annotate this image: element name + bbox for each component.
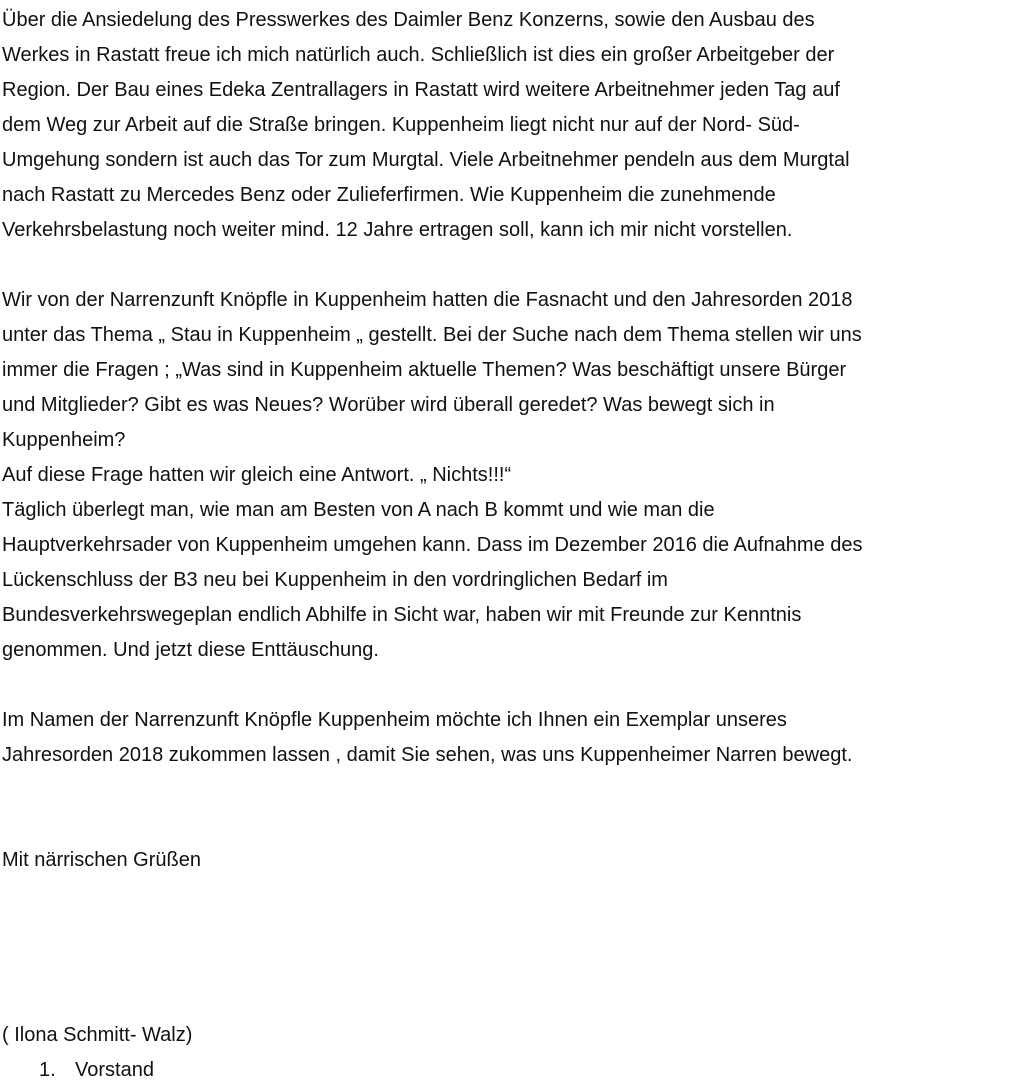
text-line: genommen. Und jetzt diese Enttäuschung.	[2, 639, 379, 661]
text-line: Werkes in Rastatt freue ich mich natürlich auch. Schließlich ist dies ein großer Arbeitgeber der	[2, 44, 835, 66]
role-title: Vorstand	[75, 1059, 154, 1081]
list-number: 1.	[39, 1059, 56, 1081]
text-line: Verkehrsbelastung noch weiter mind. 12 Jahre ertragen soll, kann ich mir nicht vorstellen.	[2, 219, 793, 241]
text-line: Täglich überlegt man, wie man am Besten von A nach B kommt und wie man die	[2, 499, 715, 521]
text-line: dem Weg zur Arbeit auf die Straße bringen. Kuppenheim liegt nicht nur auf der Nord- Süd-	[2, 114, 800, 136]
text-line: Im Namen der Narrenzunft Knöpfle Kuppenheim möchte ich Ihnen ein Exemplar unseres	[2, 709, 787, 731]
text-line: Auf diese Frage hatten wir gleich eine Antwort. „ Nichts!!!“	[2, 464, 512, 486]
paragraph-spacer	[2, 248, 1007, 283]
paragraph-spacer	[2, 668, 1007, 703]
signature-spacer	[2, 913, 1007, 948]
text-line: unter das Thema „ Stau in Kuppenheim „ gestellt. Bei der Suche nach dem Thema stellen wir uns	[2, 324, 862, 346]
text-line: Kuppenheim?	[2, 429, 126, 451]
text-line: Lückenschluss der B3 neu bei Kuppenheim in den vordringlichen Bedarf im	[2, 569, 668, 591]
paragraph-spacer	[2, 773, 1007, 808]
text-line: Bundesverkehrswegeplan endlich Abhilfe in Sicht war, haben wir mit Freunde zur Kenntnis	[2, 604, 802, 626]
paragraph-2	[2, 283, 1007, 668]
text-line: Jahresorden 2018 zukommen lassen , damit Sie sehen, was uns Kuppenheimer Narren bewegt.	[2, 744, 853, 766]
paragraph-3	[2, 703, 1007, 773]
text-line: Über die Ansiedelung des Presswerkes des Daimler Benz Konzerns, sowie den Ausbau des	[2, 9, 815, 31]
text-line: Wir von der Narrenzunft Knöpfle in Kuppenheim hatten die Fasnacht und den Jahresorden 2018	[2, 289, 853, 311]
letter-page	[2, 3, 1007, 1088]
signature-spacer	[2, 948, 1007, 983]
paragraph-1	[2, 3, 1007, 248]
text-line: Umgehung sondern ist auch das Tor zum Murgtal. Viele Arbeitnehmer pendeln aus dem Murgtal	[2, 149, 850, 171]
signature-spacer	[2, 983, 1007, 1018]
role-list-item	[2, 1053, 1007, 1088]
signature-spacer	[2, 878, 1007, 913]
text-line: Hauptverkehrsader von Kuppenheim umgehen kann. Dass im Dezember 2016 die Aufnahme des	[2, 534, 863, 556]
text-line: Region. Der Bau eines Edeka Zentrallagers in Rastatt wird weitere Arbeitnehmer jeden Tag auf	[2, 79, 840, 101]
closing-greeting: Mit närrischen Grüßen	[2, 849, 201, 871]
text-line: immer die Fragen ; „Was sind in Kuppenheim aktuelle Themen? Was beschäftigt unsere Bürger	[2, 359, 847, 381]
text-line: nach Rastatt zu Mercedes Benz oder Zulieferfirmen. Wie Kuppenheim die zunehmende	[2, 184, 776, 206]
paragraph-spacer	[2, 808, 1007, 843]
signature-name: ( Ilona Schmitt- Walz)	[2, 1024, 193, 1046]
text-line: und Mitglieder? Gibt es was Neues? Worüber wird überall geredet? Was bewegt sich in	[2, 394, 775, 416]
